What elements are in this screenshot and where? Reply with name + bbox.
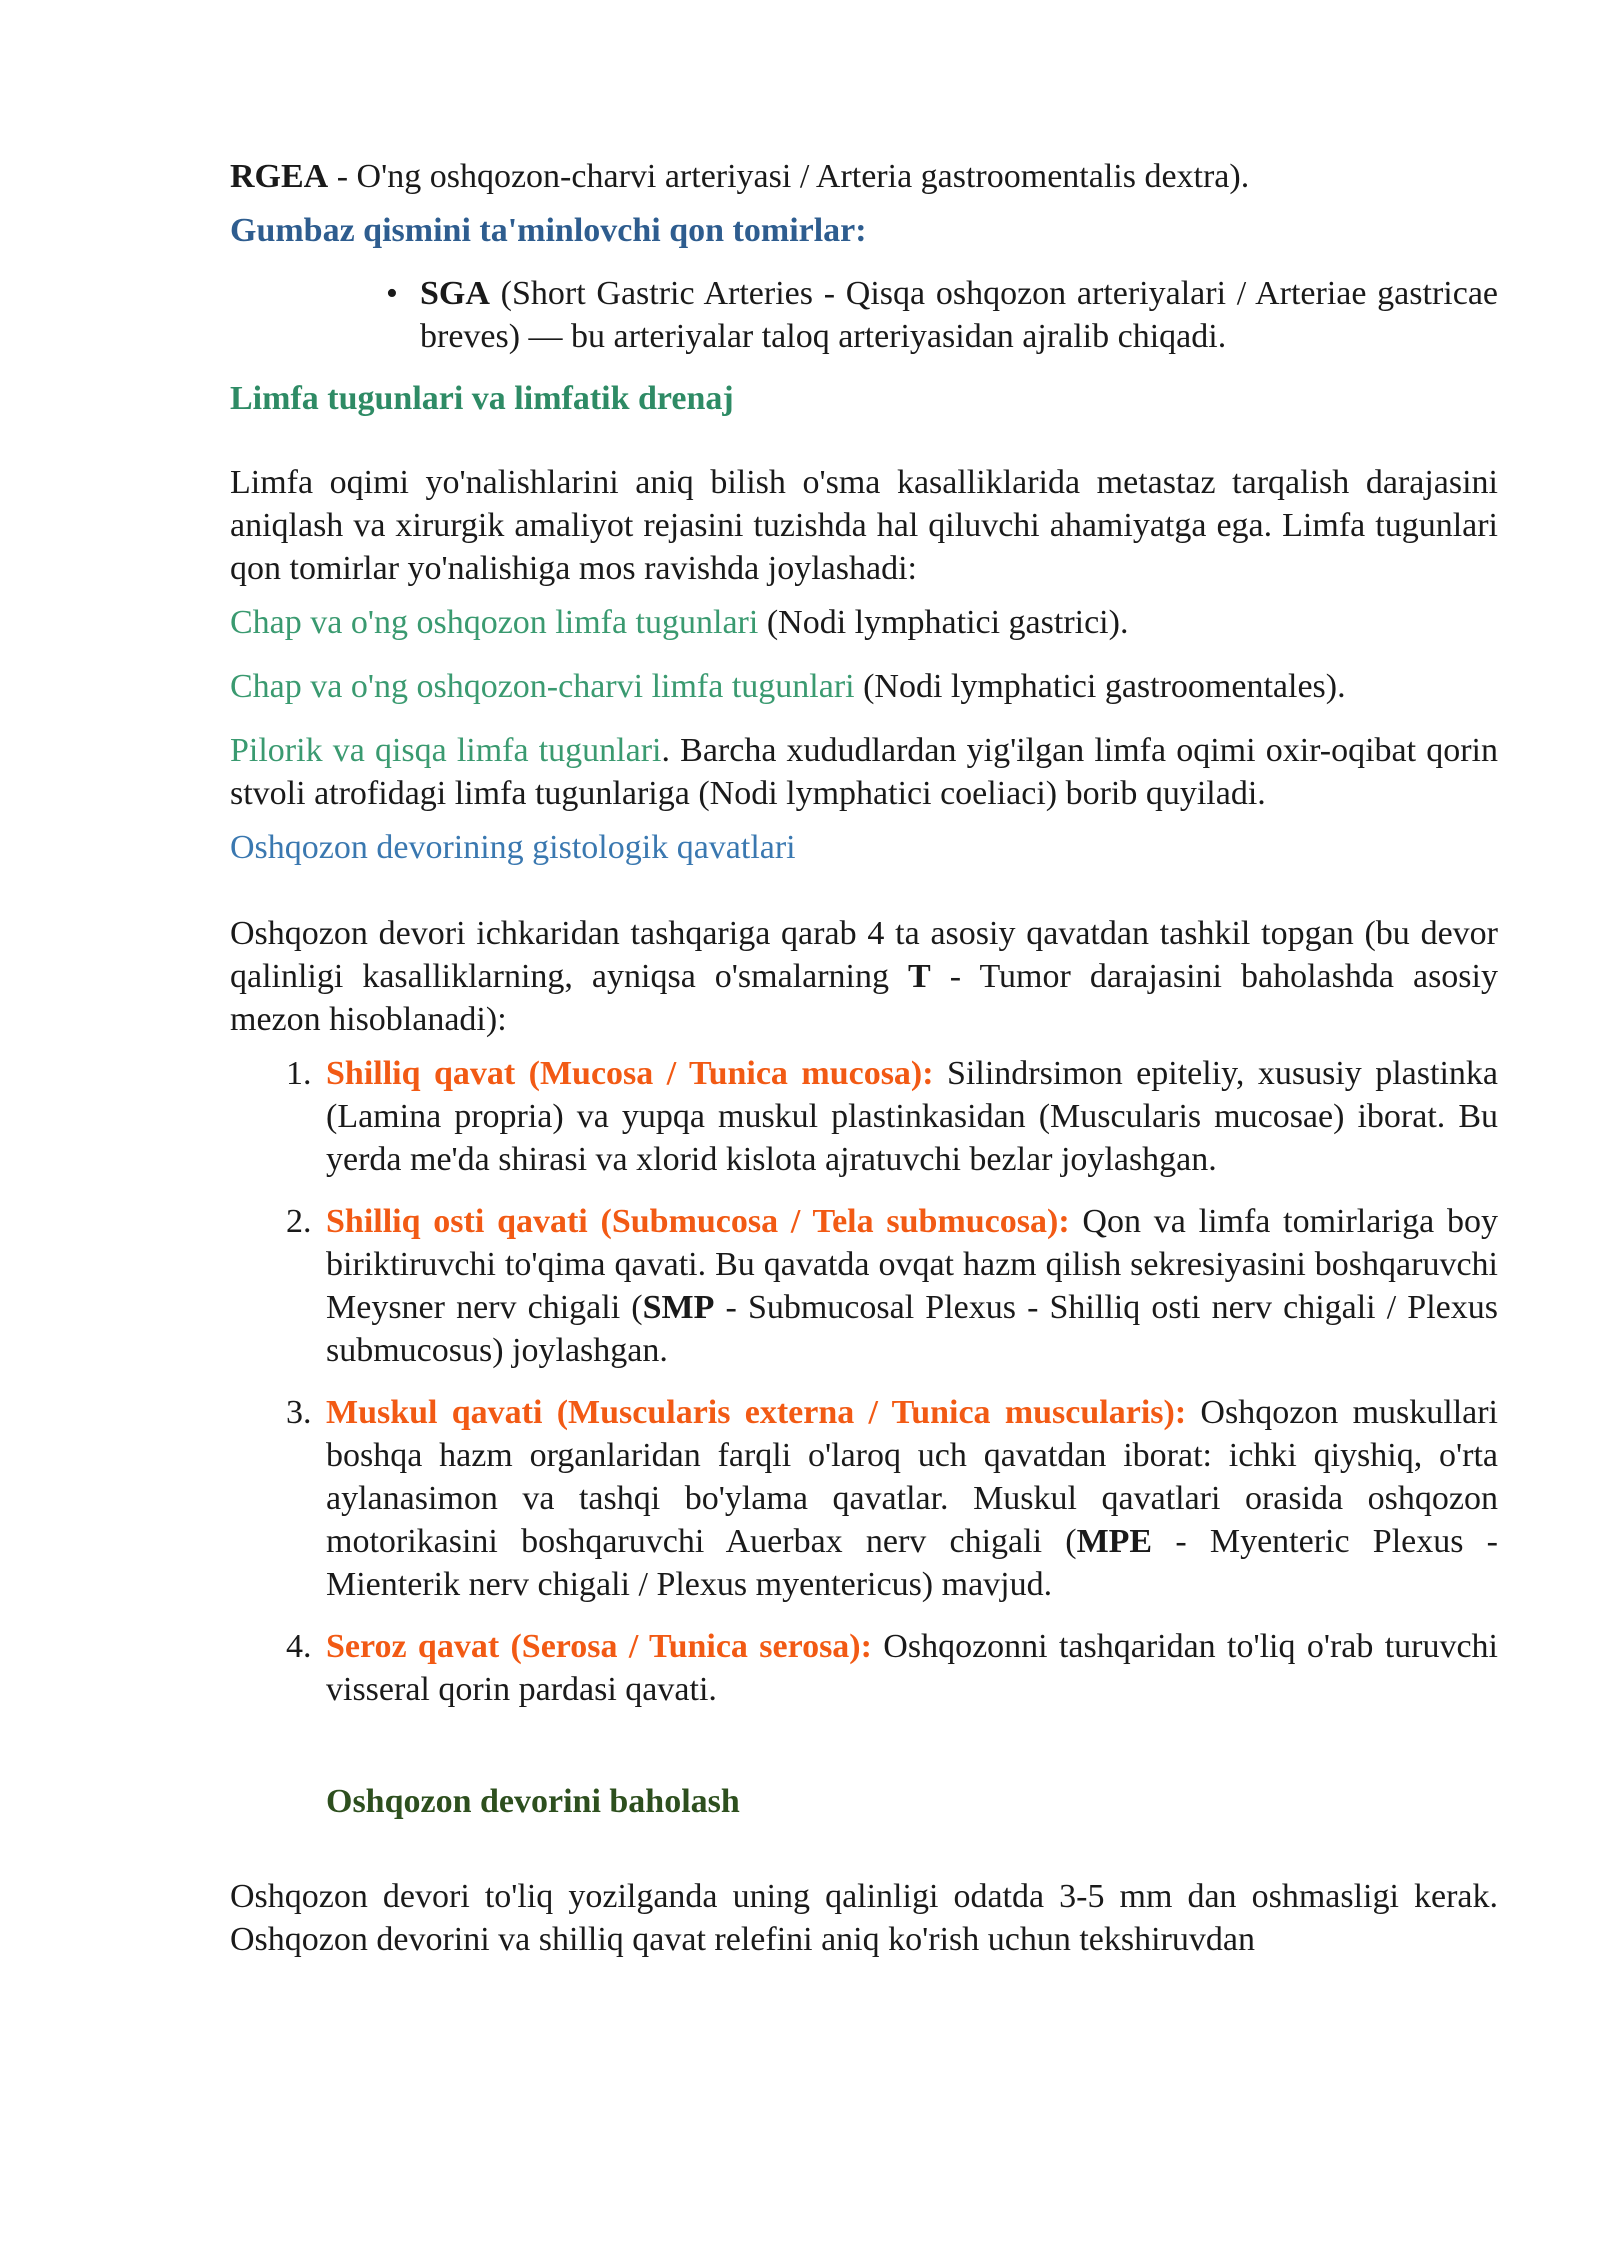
lymph-intro-paragraph: Limfa oqimi yo'nalishlarini aniq bilish o'sma kasalliklarida metastaz tarqalish darajasini aniqlash va xirurgik amaliyot rejasini tuzishda hal qiluvchi ahamiyatga ega. Limfa tugunlari qon tomirlar yo'nalishiga mos ravishda joylashadi: [230,464,1498,587]
gastroomental-nodes-line [230,665,1498,708]
layer-title: Muskul qavati (Muscularis externa / Tunica muscularis): [326,1394,1187,1431]
gastric-nodes-term: Chap va o'ng oshqozon limfa tugunlari [230,604,759,641]
rgea-text: - O'ng oshqozon-charvi arteriyasi / Arteria gastroomentalis dextra). [328,158,1250,195]
rgea-abbr: RGEA [230,158,329,195]
assessment-paragraph: Oshqozon devori to'liq yozilganda uning qalinligi odatda 3-5 mm dan oshmasligi kerak. Oshqozon devorini va shilliq qavat relefini aniq ko'rish uchun tekshiruvdan [230,1878,1498,1958]
histology-intro-before: Oshqozon devori ichkaridan tashqariga qarab 4 ta asosiy qavatdan tashkil topgan (bu devor qalinligi kasalliklarning, ayniqsa o'smalarning [230,915,1498,995]
layer-text-after: - Myenteric Plexus - Mienterik nerv chigali / Plexus myentericus) mavjud. [326,1523,1498,1603]
histology-intro-bold: T [908,958,931,995]
list-number: 3. [286,1394,312,1431]
document-page [230,155,1498,1961]
bullet-icon: • [386,275,398,312]
layer-title: Shilliq qavat (Mucosa / Tunica mucosa): [326,1055,934,1092]
pyloric-nodes-paragraph [230,729,1498,815]
rgea-line [230,155,1498,198]
histology-heading: Oshqozon devorining gistologik qavatlari [230,829,796,866]
fundus-vessels-heading: Gumbaz qismini ta'minlovchi qon tomirlar: [230,212,867,249]
layer-item-serosa [230,1625,1498,1711]
layer-text: Oshqozon muskullari boshqa hazm organlaridan farqli o'laroq uch qavatdan iborat: ichki qiyshiq, o'rta aylanasimon va tashqi bo'ylama qavatlar. Muskul qavatlari orasida oshqozon motorikasini boshqaruvchi Auerbax nerv chigali ( [326,1394,1499,1560]
sga-bullet-item [386,272,1498,358]
sga-abbr: SGA [420,275,490,312]
layer-title: Shilliq osti qavati (Submucosa / Tela submucosa): [326,1203,1070,1240]
layer-item-mucosa [230,1052,1498,1181]
histology-intro-paragraph [230,912,1498,1041]
pyloric-nodes-text: . Barcha xududlardan yig'ilgan limfa oqimi oxir-oqibat qorin stvoli atrofidagi limfa tugunlariga (Nodi lymphatici coeliaci) borib quyiladi. [230,732,1499,812]
assessment-heading: Oshqozon devorini baholash [326,1783,740,1820]
layer-text: Oshqozonni tashqaridan to'liq o'rab turuvchi visseral qorin pardasi qavati. [326,1628,1498,1708]
layer-title: Seroz qavat (Serosa / Tunica serosa): [326,1628,872,1665]
layer-text: Qon va limfa tomirlariga boy biriktiruvchi to'qima qavati. Bu qavatda ovqat hazm qilish sekresiyasini boshqaruvchi Meysner nerv chigali ( [326,1203,1498,1326]
gastric-nodes-line [230,601,1498,644]
layer-item-muscularis [230,1391,1498,1606]
wall-layers-list [230,1052,1498,1711]
list-number: 2. [286,1203,312,1240]
layer-text-after: - Submucosal Plexus - Shilliq osti nerv chigali / Plexus submucosus) joylashgan. [326,1289,1498,1369]
layer-text: Silindrsimon epiteliy, xususiy plastinka (Lamina propria) va yupqa muskul plastinkasidan (Muscularis mucosae) iborat. Bu yerda me'da shirasi va xlorid kislota ajratuvchi bezlar joylashgan. [326,1055,1498,1178]
pyloric-nodes-term: Pilorik va qisqa limfa tugunlari [230,732,662,769]
list-number: 1. [286,1055,312,1092]
gastroomental-nodes-term: Chap va o'ng oshqozon-charvi limfa tugunlari [230,668,855,705]
layer-abbr: SMP [642,1289,715,1326]
list-number: 4. [286,1628,312,1665]
gastroomental-nodes-latin: (Nodi lymphatici gastroomentales). [854,668,1346,705]
layer-abbr: MPE [1076,1523,1153,1560]
gastric-nodes-latin: (Nodi lymphatici gastrici). [758,604,1129,641]
lymph-heading: Limfa tugunlari va limfatik drenaj [230,380,734,417]
layer-item-submucosa [230,1200,1498,1372]
histology-intro-after: - Tumor darajasini baholashda asosiy mezon hisoblanadi): [230,958,1498,1038]
sga-text: (Short Gastric Arteries - Qisqa oshqozon arteriyalari / Arteriae gastricae breves) — bu arteriyalar taloq arteriyasidan ajralib chiqadi. [420,275,1498,355]
